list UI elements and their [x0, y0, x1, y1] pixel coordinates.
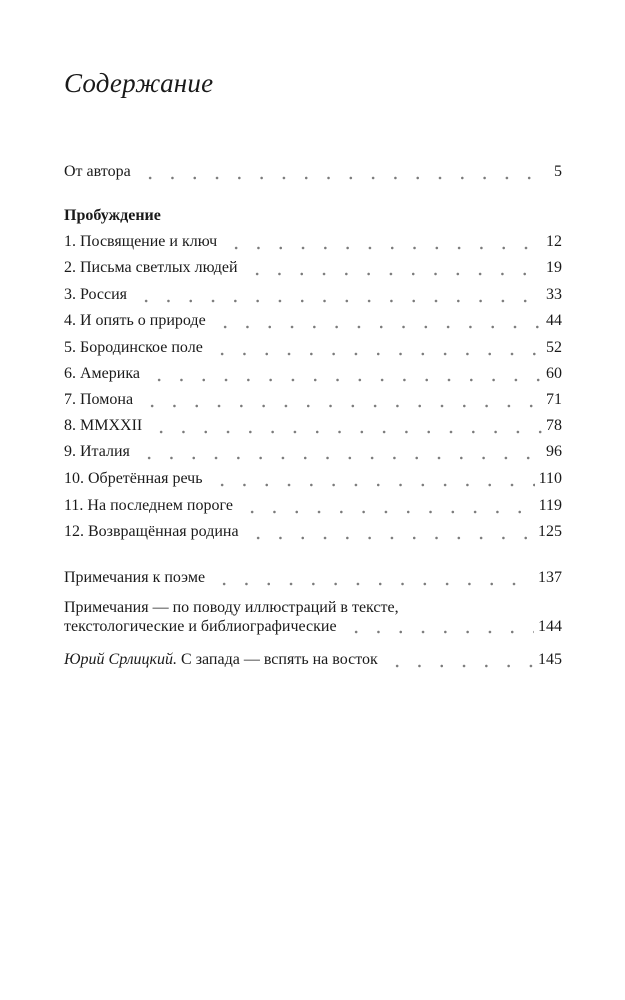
toc-entry[interactable] [64, 520, 562, 542]
toc-entry-label: От автора [64, 162, 135, 182]
toc-entry-label: 8. MMXXII [64, 416, 146, 436]
toc-entry-label [64, 650, 382, 670]
toc-entry-notes-poem[interactable] [64, 566, 562, 588]
afterword-title: С запада — вспять на восток [177, 651, 378, 668]
toc-entry[interactable] [64, 494, 562, 516]
toc-page-number: 144 [538, 618, 562, 635]
toc-entry-label: 9. Италия [64, 442, 134, 462]
toc-page-number: 125 [538, 523, 562, 540]
toc-entry[interactable] [64, 230, 562, 252]
toc-entry-intro[interactable] [64, 160, 562, 182]
dot-leader [150, 416, 542, 436]
toc-entry[interactable] [64, 414, 562, 436]
section-heading: Пробуждение [64, 207, 161, 224]
toc-page-number: 5 [554, 163, 562, 180]
dot-leader [214, 311, 542, 331]
toc-page-number: 145 [538, 651, 562, 668]
dot-leader [345, 617, 534, 636]
toc-entry-label: 11. На последнем пороге [64, 496, 237, 516]
toc-entry-label: 6. Америка [64, 364, 144, 384]
toc-page-number: 52 [546, 339, 562, 356]
dot-leader [213, 568, 534, 588]
dot-leader [139, 162, 544, 182]
toc-entry[interactable] [64, 309, 562, 331]
dot-leader [386, 650, 534, 670]
dot-leader [225, 232, 542, 252]
toc-entry[interactable] [64, 467, 562, 489]
toc-entry-label: 2. Письма светлых людей [64, 258, 242, 278]
dot-leader [138, 442, 542, 462]
toc-page-number: 44 [546, 312, 562, 329]
toc-entry-label: 10. Обретённая речь [64, 469, 207, 489]
toc-entry[interactable] [64, 283, 562, 305]
toc-page-number: 19 [546, 259, 562, 276]
toc-entry-label: 3. Россия [64, 285, 131, 305]
toc-entry-label: 7. Помона [64, 390, 137, 410]
toc-entry-label: 4. И опять о природе [64, 311, 210, 331]
dot-leader [241, 496, 535, 516]
toc-page-number: 78 [546, 417, 562, 434]
dot-leader [141, 390, 542, 410]
toc-entry-label-line2: текстологические и библиографические [64, 618, 337, 635]
toc-page-number: 96 [546, 443, 562, 460]
afterword-author: Юрий Срлицкий. [64, 651, 178, 668]
dot-leader [135, 285, 542, 305]
dot-leader [148, 364, 542, 384]
toc-page-number: 71 [546, 391, 562, 408]
toc-entry[interactable] [64, 440, 562, 462]
toc-page-number: 137 [538, 569, 562, 586]
dot-leader [247, 522, 534, 542]
toc-page-number: 60 [546, 365, 562, 382]
toc-entry-label: Примечания к поэме [64, 568, 209, 588]
dot-leader [246, 258, 542, 278]
toc-entry[interactable] [64, 362, 562, 384]
toc-entry-label: 5. Бородинское поле [64, 338, 207, 358]
page-title: Содержание [64, 68, 214, 98]
toc-page-number: 33 [546, 286, 562, 303]
toc-entry[interactable] [64, 256, 562, 278]
toc-entry-label: 1. Посвящение и ключ [64, 232, 221, 252]
toc-entry[interactable] [64, 388, 562, 410]
toc-entry[interactable] [64, 336, 562, 358]
toc-entry-afterword[interactable] [64, 648, 562, 670]
toc-entry-label: 12. Возвращённая родина [64, 522, 243, 542]
toc-entry-label-line1: Примечания — по поводу иллюстраций в тексте, [64, 599, 399, 616]
toc-page-number: 110 [538, 470, 562, 487]
toc-page-number: 12 [546, 233, 562, 250]
toc-entry-notes-illustrations[interactable] [64, 598, 562, 636]
toc-page-number: 119 [538, 497, 562, 514]
dot-leader [211, 469, 535, 489]
dot-leader [211, 338, 542, 358]
